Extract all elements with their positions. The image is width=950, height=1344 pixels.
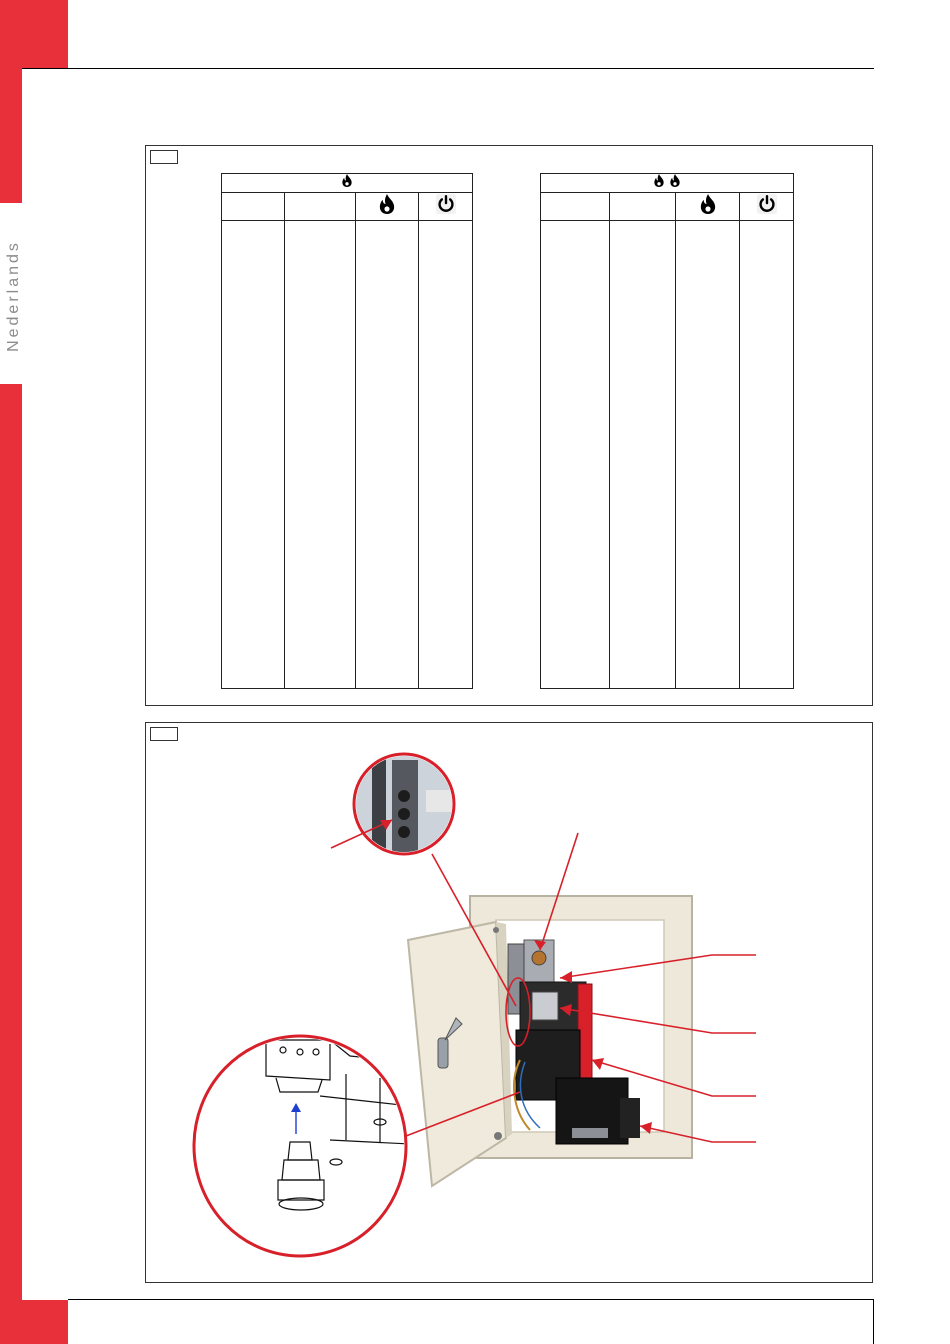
flame-icon	[699, 194, 717, 214]
table-right-cell	[676, 221, 740, 689]
table-right	[540, 173, 794, 689]
table-left-cell	[222, 221, 285, 689]
table-right-header	[541, 174, 794, 193]
figure-1-number-tag	[150, 150, 178, 164]
power-icon	[756, 193, 778, 215]
detail-magnifier-icon	[354, 754, 454, 856]
power-icon	[435, 193, 457, 215]
table-right-cell	[541, 221, 610, 689]
table-left-cell	[419, 221, 473, 689]
table-right-col-3-head	[676, 193, 740, 221]
table-left-cell	[285, 221, 356, 689]
top-red-bar	[0, 0, 68, 68]
table-left-col-2-head	[285, 193, 356, 221]
table-right-col-1-head	[541, 193, 610, 221]
burner-assembly-illustration	[146, 723, 872, 1282]
table-right-cell	[740, 221, 794, 689]
language-label: Nederlands	[5, 240, 23, 352]
language-tab	[0, 226, 28, 366]
flame-icon	[378, 194, 396, 214]
side-red-bar-top	[0, 68, 22, 203]
table-right-col-4-head	[740, 193, 794, 221]
table-right-cell	[610, 221, 676, 689]
table-right-col-2-head	[610, 193, 676, 221]
table-left-col-4-head	[419, 193, 473, 221]
table-left-cell	[356, 221, 419, 689]
gas-connector-detail	[194, 1036, 410, 1256]
table-left-col-1-head	[222, 193, 285, 221]
header-rule	[22, 68, 874, 69]
table-left-col-3-head	[356, 193, 419, 221]
footer-right-rule	[873, 1299, 874, 1344]
side-red-bar-bottom	[0, 384, 22, 1300]
footer-rule	[68, 1299, 874, 1300]
bottom-red-bar	[0, 1300, 68, 1344]
table-left	[221, 173, 473, 689]
table-left-header	[222, 174, 473, 193]
flame-icon	[341, 174, 353, 187]
flame-icon	[653, 174, 665, 187]
flame-icon	[669, 174, 681, 187]
